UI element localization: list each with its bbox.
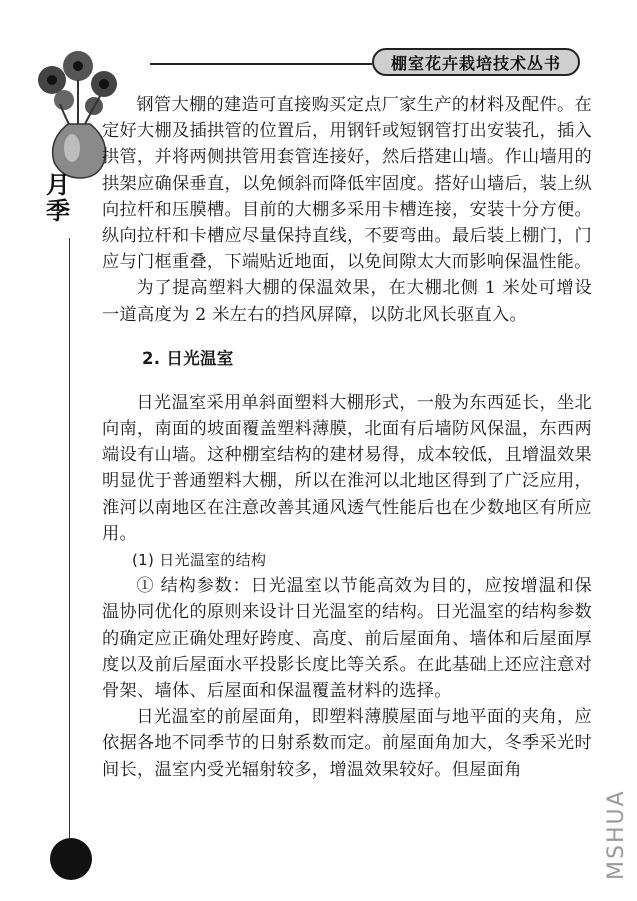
series-title: 棚室花卉栽培技术丛书 [390,53,561,73]
header-rule [150,63,372,65]
series-title-box [372,48,580,76]
spacer [102,328,592,346]
spacer [102,372,592,390]
paragraph-5: 日光温室的前屋面角，即塑料薄膜屋面与地平面的夹角，应依据各地不同季节的日射系数而定。前屋面角加大，冬季采光时间长，温室内受光辐射较多，增温效果较好。但屋面角 [102,707,592,780]
body-text [102,92,592,783]
paragraph-3: 日光温室采用单斜面塑料大棚形式，一般为东西延长，坐北向南，南面的坡面覆盖塑料薄膜，北面有后墙防风保温，东西两端设有山墙。这种棚室结构的建材易得，成本较低，且增温效果明显优于普通塑料大棚，所以在淮河以北地区得到了广泛应用，淮河以南地区在注意改善其通风透气性能后也在少数地区有所应用。 [102,392,592,544]
decorative-stem [69,238,70,838]
paragraph-2: 为了提高塑料大棚的保温效果，在大棚北侧 1 米处可增设一道高度为 2 米左右的挡风屏障，以防北风长驱直入。 [102,278,592,325]
page-number-dot-icon [50,838,92,880]
sub-heading: (1) 日光温室的结构 [132,551,267,570]
side-title: 月季 [46,171,70,225]
watermark: MSHUA [604,789,629,880]
section-heading: 2. 日光温室 [142,348,234,368]
paragraph-1: 钢管大棚的建造可直接购买定点厂家生产的材料及配件。在定好大棚及插拱管的位置后，用钢钎或短钢管打出安装孔，插入拱管，并将两侧拱管用套管连接好，然后搭建山墙。作山墙用的拱架应确保垂直，以免倾斜而降低牢固度。搭好山墙后，装上纵向拉杆和压膜槽。目前的大棚多采用卡槽连接，安装十分方便。纵向拉杆和卡槽应尽量保持直线，不要弯曲。最后装上棚门，门应与门框重叠，下端贴近地面，以免间隙太大而影响保温性能。 [102,95,592,273]
paragraph-4: ① 结构参数：日光温室以节能高效为目的，应按增温和保温协同优化的原则来设计日光温室的结构。日光温室的结构参数的确定应正确处理好跨度、高度、前后屋面角、墙体和后屋面厚度以及前后屋面水平投影长度比等关系。在此基础上还应注意对骨架、墙体、后屋面和保温覆盖材料的选择。 [102,576,592,702]
